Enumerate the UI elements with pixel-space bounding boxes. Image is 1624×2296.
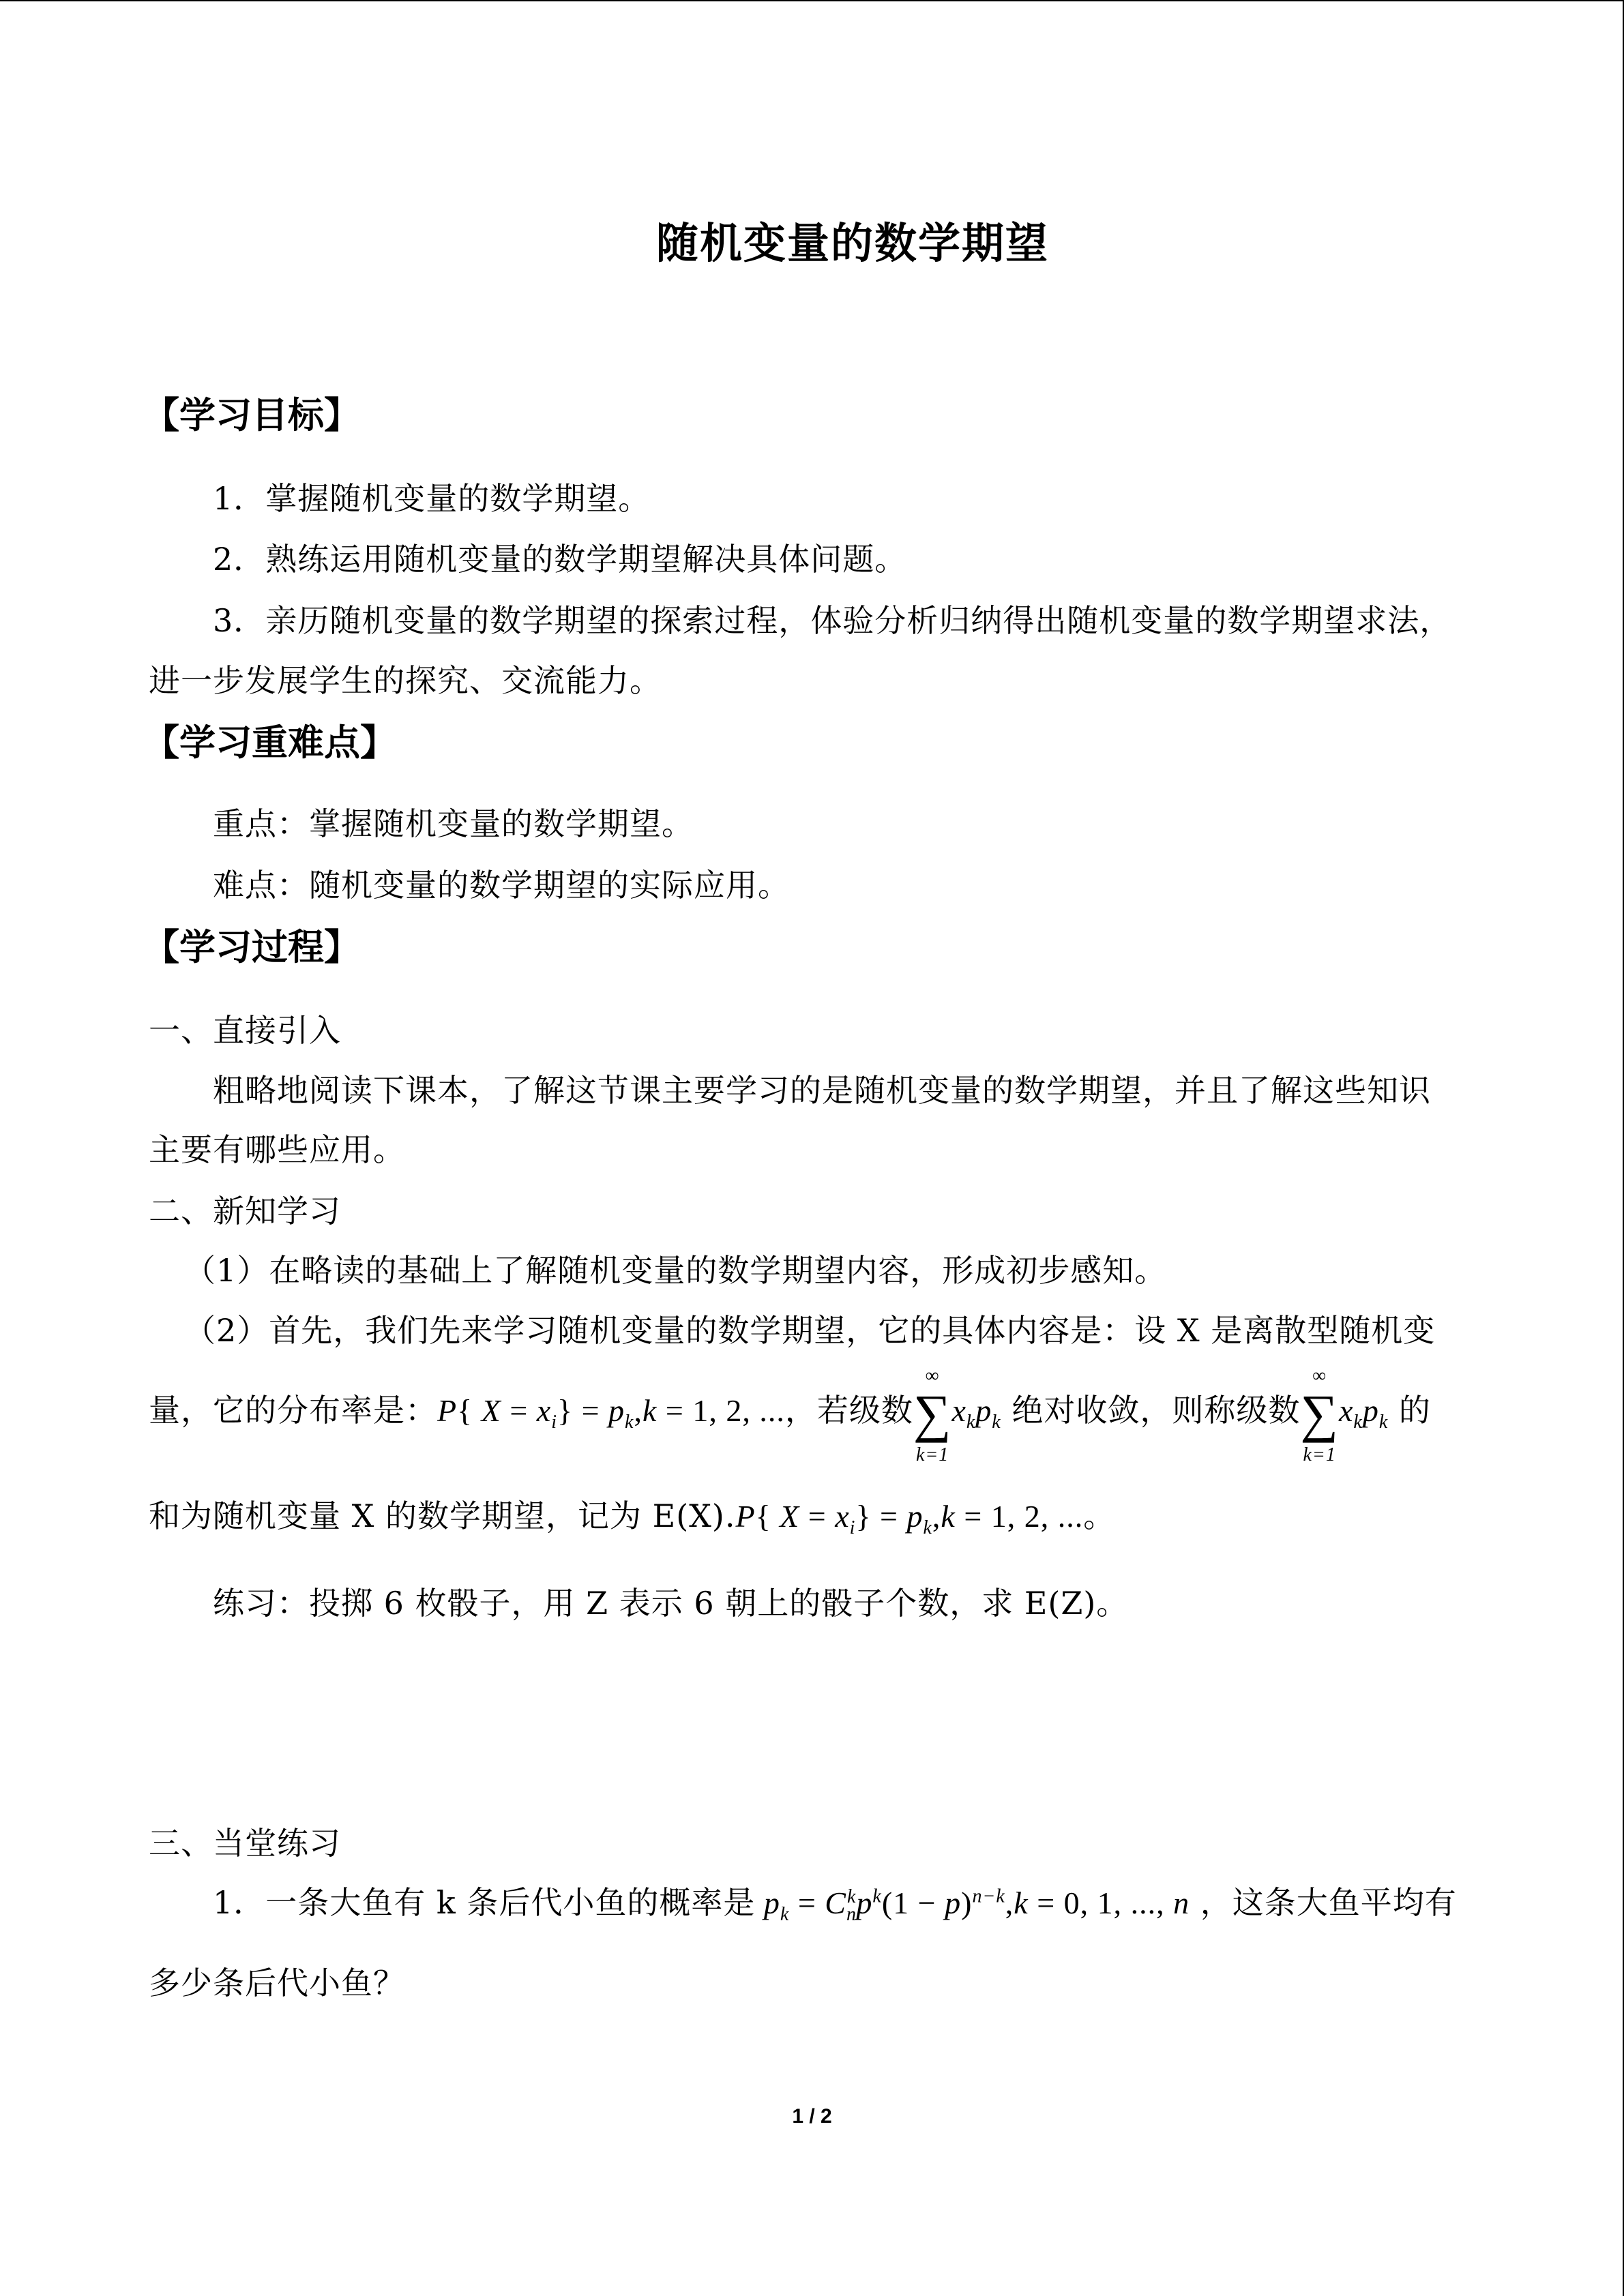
page-number: 1 / 2 xyxy=(792,2105,832,2128)
goal-1: 1．掌握随机变量的数学期望。 xyxy=(213,480,651,517)
process-heading: 【学习过程】 xyxy=(143,926,360,968)
goal-3: 3．亲历随机变量的数学期望的探索过程，体验分析归纳得出随机变量的数学期望求法， xyxy=(213,602,1452,639)
part2-exercise: 练习：投掷 6 枚骰子，用 Z 表示 6 朝上的骰子个数，求 E(Z)。 xyxy=(213,1585,1129,1622)
part2-heading: 二、新知学习 xyxy=(149,1193,341,1229)
goal-3-continued: 进一步发展学生的探究、交流能力。 xyxy=(149,662,662,699)
part2-item2-line1: （2）首先，我们先来学习随机变量的数学期望，它的具体内容是：设 X 是离散型随机变 xyxy=(184,1312,1436,1349)
part1-text-line1: 粗略地阅读下课本，了解这节课主要学习的是随机变量的数学期望，并且了解这些知识 xyxy=(213,1072,1431,1109)
part2-item2-line2: 量，它的分布率是：P{ $X = x_i\} = p_k,k = 1$, 2, ...，若级数 ∞ ∑ k=1 $x_kp_k$ 绝对收敛，则称级数 ∞ ∑ k=1 $x_kp_k$ 的 xyxy=(149,1365,1431,1466)
key-points-heading: 【学习重难点】 xyxy=(143,721,396,764)
page-title: 随机变量的数学期望 xyxy=(655,218,1049,268)
series-formula-2: ∞ ∑ k=1 $x_kp_k$ xyxy=(1300,1365,1389,1466)
goal-2: 2．熟练运用随机变量的数学期望解决具体问题。 xyxy=(213,541,907,578)
part3-heading: 三、当堂练习 xyxy=(149,1825,341,1862)
expectation-formula: P{ $X = x_i\} = p_k,k = 1$, 2, ... xyxy=(735,1499,1084,1539)
difficult-point: 难点：随机变量的数学期望的实际应用。 xyxy=(213,867,790,904)
part3-question1-line2: 多少条后代小鱼？ xyxy=(149,1965,405,2001)
part3-question1-line1: 1．一条大鱼有 k 条后代小鱼的概率是 $p_k = C_n^kp^k(1 - p)^{n-k},k = 0$, 1, ..., n ，这条大鱼平均有 xyxy=(213,1884,1457,1926)
binomial-formula: $p_k = C_n^kp^k(1 - p)^{n-k},k = 0$, 1, ..., n xyxy=(755,1885,1190,1926)
part2-item1: （1）在略读的基础上了解随机变量的数学期望内容，形成初步感知。 xyxy=(184,1252,1167,1289)
part1-heading: 一、直接引入 xyxy=(149,1012,341,1049)
part1-text-line2: 主要有哪些应用。 xyxy=(149,1131,405,1168)
goals-heading: 【学习目标】 xyxy=(143,394,360,436)
distribution-formula: P{ $X = x_i\} = p_k,k = 1$, 2, ... xyxy=(437,1393,785,1433)
key-point: 重点：掌握随机变量的数学期望。 xyxy=(213,805,694,842)
part2-item2-line3: 和为随机变量 X 的数学期望，记为 E(X).P{ $X = x_i\} = p_k,k = 1$, 2, ...。 xyxy=(149,1497,1116,1539)
series-formula: ∞ ∑ k=1 $x_kp_k$ xyxy=(913,1365,1001,1466)
